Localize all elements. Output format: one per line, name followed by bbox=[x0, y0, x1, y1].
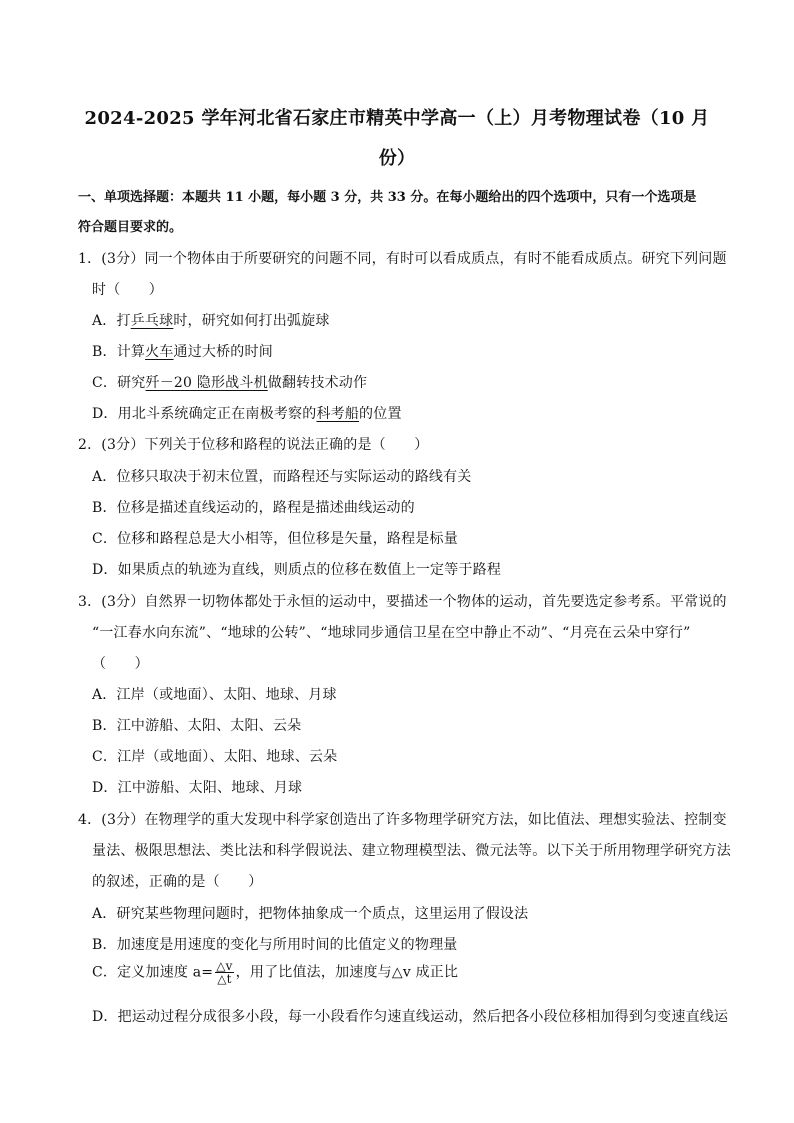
question-2-option-a: A．位移只取决于初末位置，而路程还与实际运动的路线有关 bbox=[92, 469, 472, 485]
question-2-option-d: D．如果质点的轨迹为直线，则质点的位移在数值上一定等于路程 bbox=[92, 562, 502, 578]
exam-title-line-1: 2024-2025 学年河北省石家庄市精英中学高一（上）月考物理试卷（10 月 bbox=[84, 108, 710, 129]
question-4-stem-line-1: 4．(3分）在物理学的重大发现中科学家创造出了许多物理学研究方法，如比值法、理想实验法、控制变 bbox=[78, 812, 727, 828]
fraction-denominator: △t bbox=[217, 972, 232, 986]
question-3-stem-line-2: “一江春水向东流”、“地球的公转”、“地球同步通信卫星在空中静止不动”、“月亮在云朵中穿行” bbox=[92, 625, 691, 641]
question-3-option-d: D．江中游船、太阳、地球、月球 bbox=[92, 780, 303, 796]
option-c-text-2: 做翻转技术动作 bbox=[267, 375, 368, 391]
question-1-stem-line-1: 1．(3分）同一个物体由于所要研究的问题不同，有时可以看成质点，有时不能看成质点。研究下列问题 bbox=[78, 251, 727, 267]
question-1-option-a bbox=[92, 310, 330, 330]
question-1-option-b bbox=[92, 341, 273, 361]
question-4-option-a: A．研究某些物理问题时，把物体抽象成一个质点，这里运用了假设法 bbox=[92, 906, 529, 922]
question-4-option-b: B．加速度是用速度的变化与所用时间的比值定义的物理量 bbox=[92, 937, 458, 953]
option-d-text-1: D．用北斗系统确定正在南极考察的 bbox=[92, 406, 317, 422]
question-4-stem-line-2: 量法、极限思想法、类比法和科学假说法、建立物理模型法、微元法等。以下关于所用物理学研究方法 bbox=[92, 843, 731, 859]
question-1-stem-line-2: 时（ ） bbox=[92, 282, 163, 298]
option-c-text-1: C．研究 bbox=[92, 375, 146, 391]
question-2-option-c: C．位移和路程总是大小相等，但位移是矢量，路程是标量 bbox=[92, 531, 458, 547]
question-3-stem-line-1: 3．(3分）自然界一切物体都处于永恒的运动中，要描述一个物体的运动，首先要选定参考系。平常说的 bbox=[78, 594, 727, 610]
option-d-text-2: 的位置 bbox=[359, 406, 402, 422]
option-a-underlined: 乒乓球 bbox=[130, 313, 174, 329]
fraction-delta-v-over-delta-t bbox=[215, 960, 233, 985]
question-1-option-d bbox=[92, 403, 402, 423]
option-a-text-1: A．打 bbox=[92, 313, 131, 329]
question-2-option-b: B．位移是描述直线运动的，路程是描述曲线运动的 bbox=[92, 500, 415, 516]
fraction-numerator: △v bbox=[216, 959, 233, 973]
option-d-underlined: 科考船 bbox=[316, 406, 360, 422]
question-4-stem-line-3: 的叙述，正确的是（ ） bbox=[92, 874, 263, 890]
section-instruction-line-2: 符合题目要求的。 bbox=[78, 220, 183, 235]
option-b-text-2: 通过大桥的时间 bbox=[173, 344, 273, 360]
question-4-option-d: D．把运动过程分成很多小段，每一小段看作匀速直线运动，然后把各小段位移相加得到匀变速直线运 bbox=[92, 1009, 729, 1025]
exam-title-line-2: 份） bbox=[378, 148, 416, 169]
option-b-underlined: 火车 bbox=[145, 344, 174, 360]
question-3-option-c: C．江岸（或地面）、太阳、地球、云朵 bbox=[92, 749, 338, 765]
section-instruction-line-1: 一、单项选择题：本题共 11 小题，每小题 3 分，共 33 分。在每小题给出的四个选项中，只有一个选项是 bbox=[78, 190, 697, 205]
question-4-option-c bbox=[92, 960, 458, 985]
question-3-option-b: B．江中游船、太阳、太阳、云朵 bbox=[92, 718, 302, 734]
option-a-text-2: 时，研究如何打出弧旋球 bbox=[173, 313, 330, 329]
question-3-option-a: A．江岸（或地面）、太阳、地球、月球 bbox=[92, 687, 337, 703]
question-2-stem: 2．(3分）下列关于位移和路程的说法正确的是（ ） bbox=[78, 437, 429, 453]
option-c-underlined: 歼－20 隐形战斗机 bbox=[145, 375, 268, 391]
option-c-text-1: C．定义加速度 a= bbox=[92, 964, 214, 981]
option-c-text-2: ，用了比值法，加速度与△v 成正比 bbox=[235, 964, 459, 981]
option-b-text-1: B．计算 bbox=[92, 344, 146, 360]
question-3-stem-line-3: （ ） bbox=[92, 656, 149, 672]
question-1-option-c bbox=[92, 372, 367, 392]
